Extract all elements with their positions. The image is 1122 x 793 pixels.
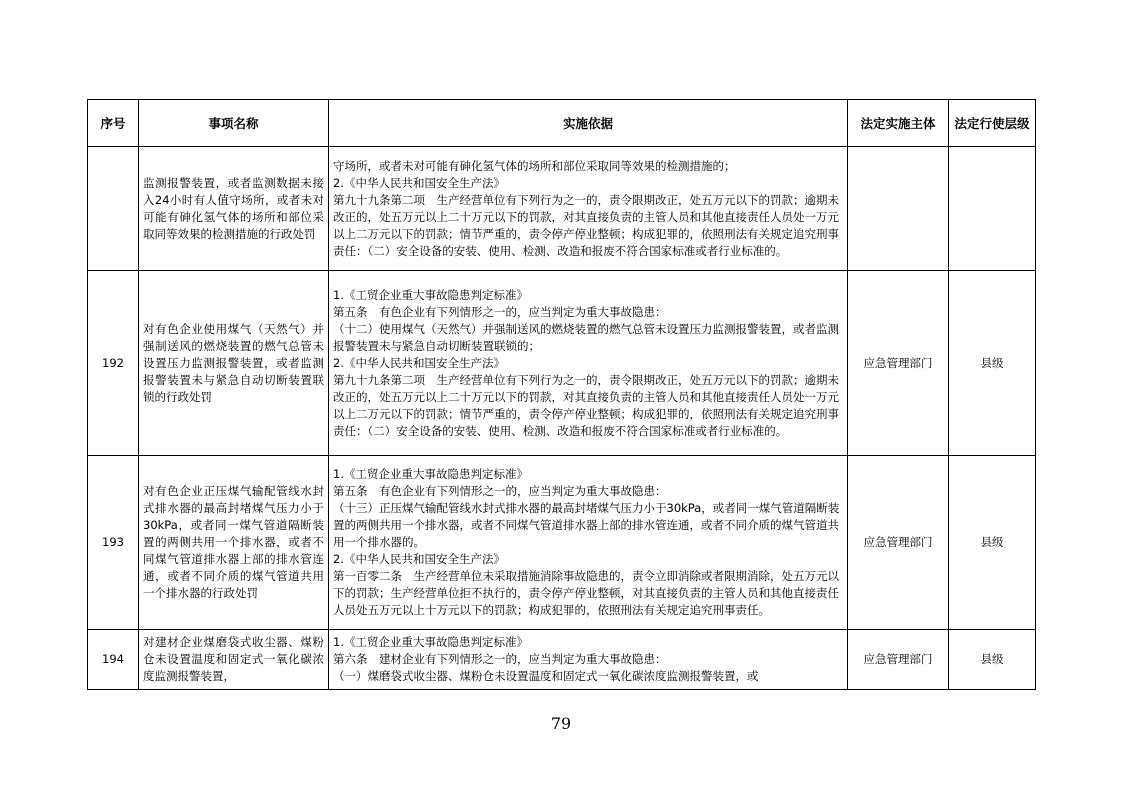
basis-line: 第五条 有色企业有下列情形之一的，应当判定为重大事故隐患： <box>333 304 667 319</box>
basis-line: （十二）使用煤气（天然气）并强制送风的燃烧装置的燃气总管未设置压力监测报警装置，或者监测报警装置未与紧急自动切断装置联锁的； <box>333 321 839 353</box>
header-subject: 法定实施主体 <box>848 100 949 147</box>
basis-line: 2.《中华人民共和国安全生产法》 <box>333 552 505 566</box>
row-no <box>88 147 139 271</box>
header-name: 事项名称 <box>139 100 329 147</box>
row-no: 193 <box>88 456 139 630</box>
row-level <box>949 147 1036 271</box>
row-subject: 应急管理部门 <box>848 630 949 690</box>
basis-line: 守场所，或者未对可能有砷化氢气体的场所和部位采取同等效果的检测措施的； <box>333 158 736 173</box>
basis-line: 第五条 有色企业有下列情形之一的，应当判定为重大事故隐患： <box>333 484 667 498</box>
regulation-table <box>87 99 1036 690</box>
header-level: 法定行使层级 <box>949 100 1036 147</box>
header-no: 序号 <box>88 100 139 147</box>
row-basis <box>329 456 848 630</box>
basis-line: （一）煤磨袋式收尘器、煤粉仓未设置温度和固定式一氧化碳浓度监测报警装置，或 <box>333 669 759 683</box>
basis-line: 第九十九条第二项 生产经营单位有下列行为之一的，责令限期改正，处五万元以下的罚款；逾期未改正的，处五万元以上二十万元以下的罚款，对其直接负责的主管人员和其他直接责任人员处一万元以上二万元以下的罚款；情节严重的，责令停产停业整顿；构成犯罪的，依照刑法有关规定追究刑事责任：（二）安全设备的安装、使用、检测、改造和报废不符合国家标准或者行业标准的。 <box>333 192 839 258</box>
row-basis <box>329 271 848 456</box>
header-basis: 实施依据 <box>329 100 848 147</box>
row-name: 对有色企业正压煤气输配管线水封式排水器的最高封堵煤气压力小于30kPa，或者同一煤气管道隔断装置的两侧共用一个排水器，或者不同煤气管道排水器上部的排水管连通，或者不同介质的煤气管道共用一个排水器的行政处罚 <box>139 456 329 630</box>
row-name: 对有色企业使用煤气（天然气）并强制送风的燃烧装置的燃气总管未设置压力监测报警装置，或者监测报警装置未与紧急自动切断装置联锁的行政处罚 <box>139 271 329 456</box>
basis-line: 第六条 建材企业有下列情形之一的，应当判定为重大事故隐患： <box>333 652 667 666</box>
row-level: 县级 <box>949 271 1036 456</box>
row-name: 对建材企业煤磨袋式收尘器、煤粉仓未设置温度和固定式一氧化碳浓度监测报警装置， <box>139 630 329 690</box>
row-level: 县级 <box>949 456 1036 630</box>
basis-line: 1.《工贸企业重大事故隐患判定标准》 <box>333 287 528 302</box>
row-name: 监测报警装置，或者监测数据未接入24小时有人值守场所，或者未对可能有砷化氢气体的场所和部位采取同等效果的检测措施的行政处罚 <box>139 147 329 271</box>
row-level: 县级 <box>949 630 1036 690</box>
basis-line: 第一百零二条 生产经营单位未采取措施消除事故隐患的，责令立即消除或者限期消除，处五万元以下的罚款；生产经营单位拒不执行的，责令停产停业整顿，对其直接负责的主管人员和其他直接责任人员处五万元以上十万元以下的罚款；构成犯罪的，依照刑法有关规定追究刑事责任。 <box>333 569 839 617</box>
row-subject: 应急管理部门 <box>848 271 949 456</box>
basis-line: 2.《中华人民共和国安全生产法》 <box>333 175 505 190</box>
row-subject <box>848 147 949 271</box>
basis-line: 第九十九条第二项 生产经营单位有下列行为之一的，责令限期改正，处五万元以下的罚款；逾期未改正的，处五万元以上二十万元以下的罚款，对其直接负责的主管人员和其他直接责任人员处一万元以上二万元以下的罚款；情节严重的，责令停产停业整顿；构成犯罪的，依照刑法有关规定追究刑事责任：（二）安全设备的安装、使用、检测、改造和报废不符合国家标准或者行业标准的。 <box>333 372 839 438</box>
table-row <box>88 271 1036 456</box>
page-number: 79 <box>550 714 572 733</box>
table-row <box>88 456 1036 630</box>
row-basis <box>329 630 848 690</box>
row-no: 194 <box>88 630 139 690</box>
basis-line: 1.《工贸企业重大事故隐患判定标准》 <box>333 635 528 649</box>
row-no: 192 <box>88 271 139 456</box>
table-row <box>88 630 1036 690</box>
row-subject: 应急管理部门 <box>848 456 949 630</box>
basis-line: （十三）正压煤气输配管线水封式排水器的最高封堵煤气压力小于30kPa，或者同一煤气管道隔断装置的两侧共用一个排水器，或者不同煤气管道排水器上部的排水管连通，或者不同介质的煤气管道共用一个排水器的。 <box>333 501 840 549</box>
table-row <box>88 147 1036 271</box>
row-basis <box>329 147 848 271</box>
basis-line: 1.《工贸企业重大事故隐患判定标准》 <box>333 467 528 481</box>
basis-line: 2.《中华人民共和国安全生产法》 <box>333 355 505 370</box>
table-header-row <box>88 100 1036 147</box>
